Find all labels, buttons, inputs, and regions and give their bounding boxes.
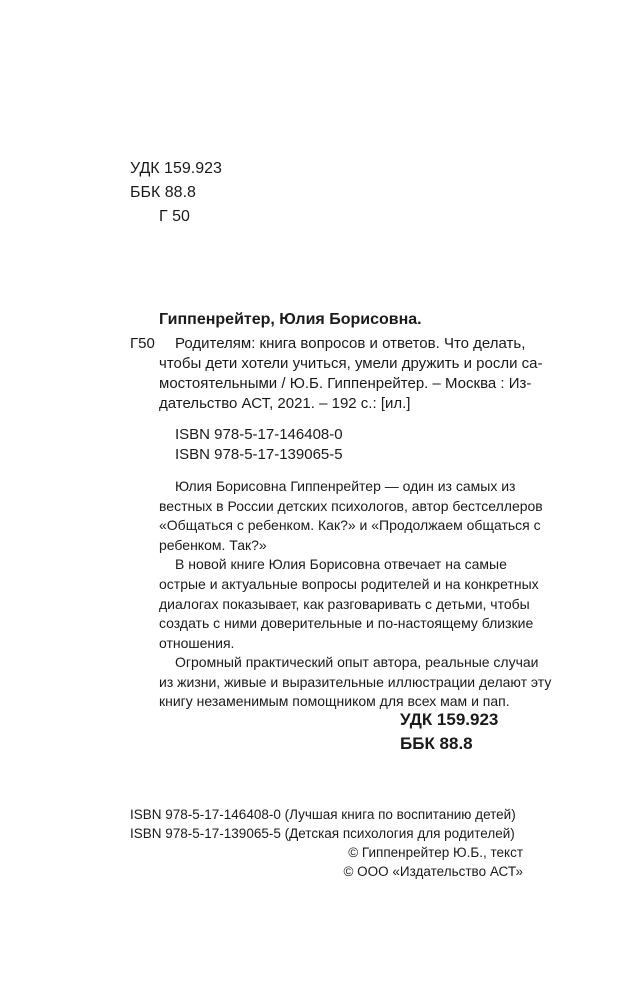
annotation-line: Юлия Борисовна Гиппенрейтер — один из самых из (175, 478, 516, 494)
author-heading: Гиппенрейтер, Юлия Борисовна. (159, 311, 422, 328)
title-line: мостоятельными / Ю.Б. Гиппенрейтер. – Москва : Из- (159, 375, 532, 392)
bbk-bottom: ББК 88.8 (400, 734, 473, 753)
annotation-line: ребенком. Так?» (159, 537, 267, 553)
udk-top: УДК 159.923 (130, 160, 222, 177)
entry-code: Г50 (130, 335, 155, 352)
annotation-line: «Общаться с ребенком. Как?» и «Продолжаем общаться с (159, 517, 541, 533)
annotation-line: Огромный практический опыт автора, реальные случаи (175, 654, 539, 670)
annotation-line: диалогах показывает, как разговаривать с детьми, чтобы (159, 596, 530, 612)
title-line: Родителям: книга вопросов и ответов. Что делать, (175, 335, 526, 352)
annotation-line: В новой книге Юлия Борисовна отвечает на самые (175, 556, 507, 572)
title-line: чтобы дети хотели учиться, умели дружить и росли са- (159, 355, 543, 372)
bbk-top: ББК 88.8 (130, 184, 196, 201)
annotation-line: вестных в России детских психологов, автор бестселлеров (159, 498, 543, 514)
title-line: дательство АСТ, 2021. – 192 с.: [ил.] (159, 395, 411, 412)
udk-bottom: УДК 159.923 (400, 710, 499, 729)
annotation-line: острые и актуальные вопросы родителей и на конкретных (159, 576, 539, 592)
isbn-imprint: ISBN 978-5-17-139065-5 (Детская психология для родителей) (130, 826, 515, 841)
annotation-line: книгу незаменимым помощником для всех мам и пап. (159, 693, 510, 709)
copyright-author: © Гиппенрейтер Ю.Б., текст (348, 845, 523, 860)
author-mark-top: Г 50 (159, 208, 190, 225)
annotation-line: создать с ними доверительные и по-настоящему близкие (159, 615, 534, 631)
isbn-imprint: ISBN 978-5-17-146408-0 (Лучшая книга по воспитанию детей) (130, 807, 516, 822)
isbn-entry: ISBN 978-5-17-146408-0 (175, 426, 343, 443)
copyright-publisher: © ООО «Издательство АСТ» (343, 864, 523, 879)
annotation-line: из жизни, живые и выразительные иллюстрации делают эту (159, 674, 552, 690)
annotation-line: отношения. (159, 635, 235, 651)
isbn-entry: ISBN 978-5-17-139065-5 (175, 446, 343, 463)
